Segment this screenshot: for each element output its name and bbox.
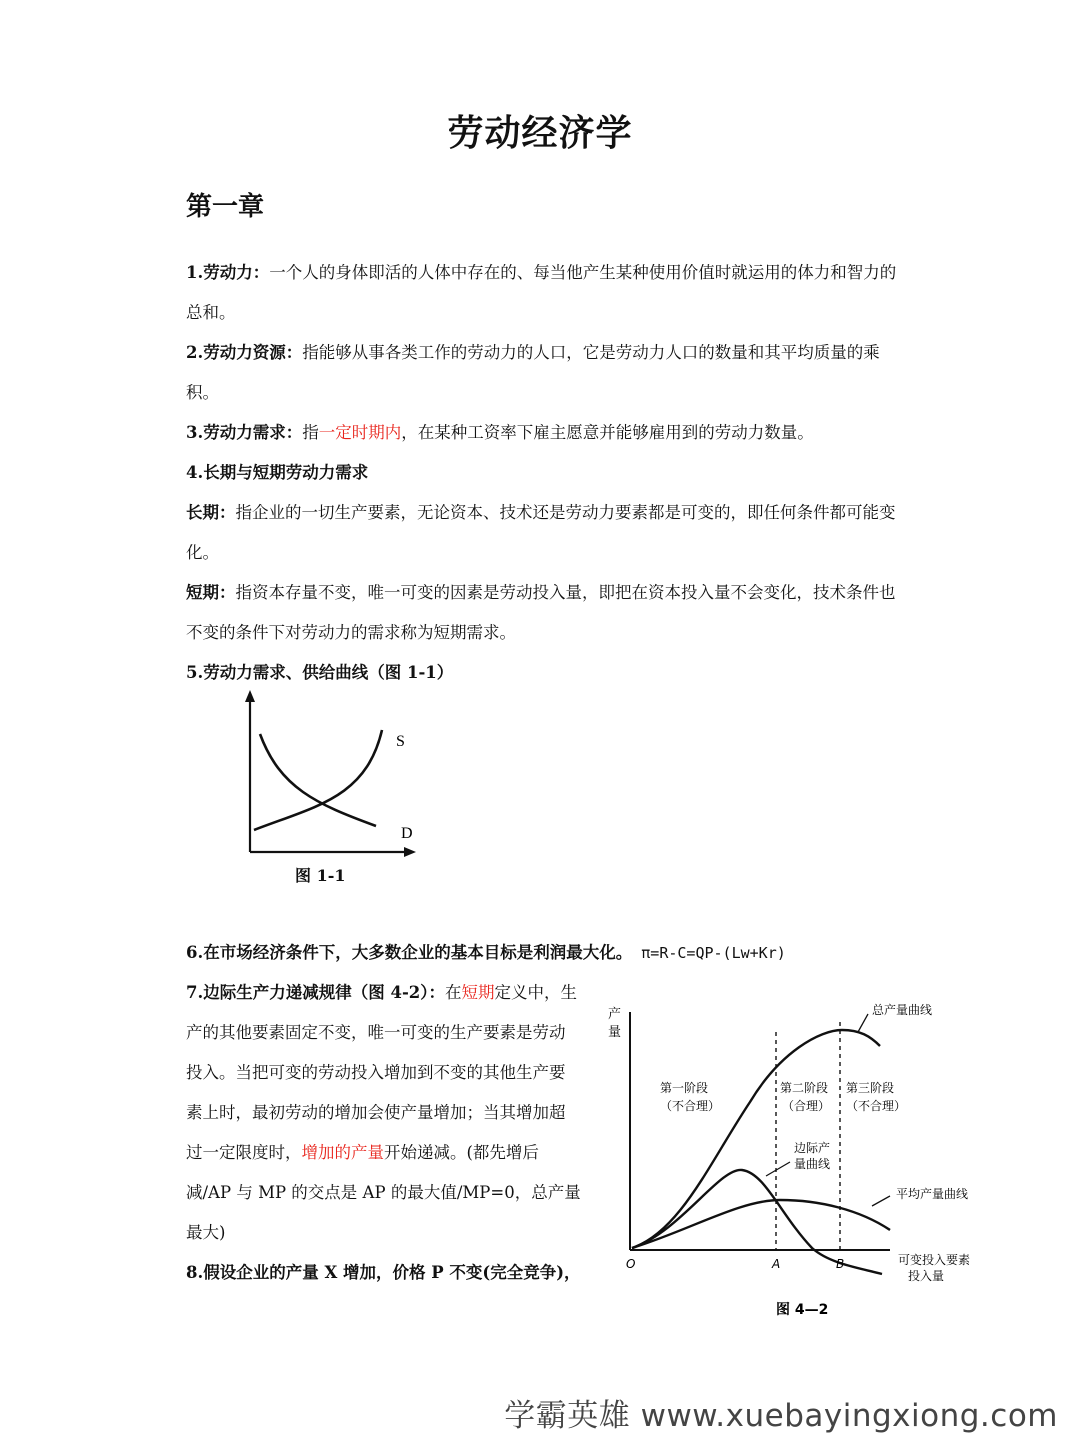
total-product-curve bbox=[632, 1030, 880, 1248]
definition-short-term bbox=[186, 573, 901, 653]
term-text-pre: 指 bbox=[302, 423, 319, 442]
term-text: 一个人的身体即活的人体中存在的、每当他产生某种使用价值时就运用的体力和智力的总和。 bbox=[186, 263, 897, 322]
term-text: 指资本存量不变，唯一可变的因素是劳动投入量，即把在资本投入量不会变化，技术条件也不变的条件下对劳动力的需求称为短期需求。 bbox=[186, 583, 896, 642]
supply-curve bbox=[254, 730, 382, 830]
total-curve-label: 总产量曲线 bbox=[872, 1003, 933, 1017]
leader-average bbox=[872, 1196, 890, 1206]
highlight-text: 一定时期内 bbox=[318, 423, 402, 442]
definition-long-term bbox=[186, 493, 901, 573]
definition-labor-demand bbox=[186, 413, 901, 453]
term-text-mid: 定义中，生产的其他要素固定不变，唯一可变的生产要素是劳动投入。当把可变的劳动投入增加到不变的其他生产要素上时，最初劳动的增加会使产量增加；当其增加超过一定限度时， bbox=[186, 983, 578, 1162]
term-text-post: ，在某种工资率下雇主愿意并能够雇用到的劳动力数量。 bbox=[401, 423, 814, 442]
highlight-text: 短期 bbox=[461, 983, 495, 1002]
term-label: 短期： bbox=[186, 583, 236, 602]
stage-2-note: （合理） bbox=[782, 1099, 831, 1113]
figure-supply-demand bbox=[236, 688, 426, 868]
x-axis-label: 投入量 bbox=[908, 1269, 945, 1283]
x-axis-arrow bbox=[404, 847, 416, 857]
term-label: 7.边际生产力递减规律（图 4-2）： bbox=[186, 983, 446, 1002]
leader-marginal bbox=[766, 1162, 790, 1176]
term-label: 3.劳动力需求： bbox=[186, 423, 303, 442]
term-label: 长期： bbox=[186, 503, 236, 522]
term-label: 1.劳动力： bbox=[186, 263, 270, 282]
page-title: 劳动经济学 bbox=[447, 112, 633, 154]
chapter-heading: 第一章 bbox=[186, 192, 265, 222]
term-label: 2.劳动力资源： bbox=[186, 343, 303, 362]
x-axis-label: 可变投入要素 bbox=[898, 1253, 971, 1267]
marginal-curve-label: 边际产 bbox=[794, 1141, 831, 1155]
origin-label: O bbox=[626, 1257, 636, 1271]
figure-caption: 图 4—2 bbox=[776, 1302, 829, 1318]
stage-3-label: 第三阶段 bbox=[846, 1081, 895, 1095]
section-heading-curves: 5.劳动力需求、供给曲线（图 1-1） bbox=[186, 663, 454, 682]
demand-curve bbox=[260, 734, 376, 826]
site-watermark: 学霸英雄 www.xuebayingxiong.com bbox=[504, 1398, 1058, 1434]
y-axis-label: 产 bbox=[608, 1007, 622, 1022]
assumption-output: 8.假设企业的产量 X 增加，价格 P 不变(完全竞争)， bbox=[186, 1263, 581, 1282]
term-text-pre: 在 bbox=[445, 983, 462, 1002]
demand-label: D bbox=[401, 825, 413, 842]
definition-labor-force bbox=[186, 253, 901, 333]
supply-label: S bbox=[396, 733, 405, 750]
average-curve-label: 平均产量曲线 bbox=[896, 1187, 969, 1201]
leader-total bbox=[858, 1014, 868, 1032]
highlight-text: 增加的产量 bbox=[301, 1143, 384, 1162]
stage-3-note: （不合理） bbox=[846, 1099, 907, 1113]
profit-formula: π=R-C=QP-(Lw+Kr) bbox=[632, 944, 786, 962]
stage-1-label: 第一阶段 bbox=[660, 1081, 709, 1095]
point-a-label: A bbox=[772, 1257, 781, 1271]
y-axis-label: 量 bbox=[608, 1025, 622, 1040]
figure-caption: 图 1-1 bbox=[295, 866, 346, 885]
profit-maximization bbox=[186, 933, 901, 973]
stage-2-label: 第二阶段 bbox=[780, 1081, 829, 1095]
figure-production-stages bbox=[590, 992, 1010, 1322]
y-axis-arrow bbox=[245, 690, 255, 702]
term-text-post: 开始递减。(都先增后减/AP 与 MP 的交点是 AP 的最大值/MP=0，总产量最大) bbox=[186, 1143, 581, 1242]
stage-1-note: （不合理） bbox=[660, 1099, 721, 1113]
diminishing-returns-law bbox=[186, 973, 581, 1253]
term-text: 指能够从事各类工作的劳动力的人口，它是劳动力人口的数量和其平均质量的乘积。 bbox=[186, 343, 880, 402]
term-text: 指企业的一切生产要素，无论资本、技术还是劳动力要素都是可变的，即任何条件都可能变化。 bbox=[186, 503, 896, 562]
section-heading-long-short: 4.长期与短期劳动力需求 bbox=[186, 463, 369, 482]
definition-labor-resources bbox=[186, 333, 901, 413]
point-b-label: B bbox=[836, 1257, 845, 1271]
marginal-curve-label: 量曲线 bbox=[794, 1157, 831, 1171]
statement-text: 6.在市场经济条件下，大多数企业的基本目标是利润最大化。 bbox=[186, 943, 633, 962]
